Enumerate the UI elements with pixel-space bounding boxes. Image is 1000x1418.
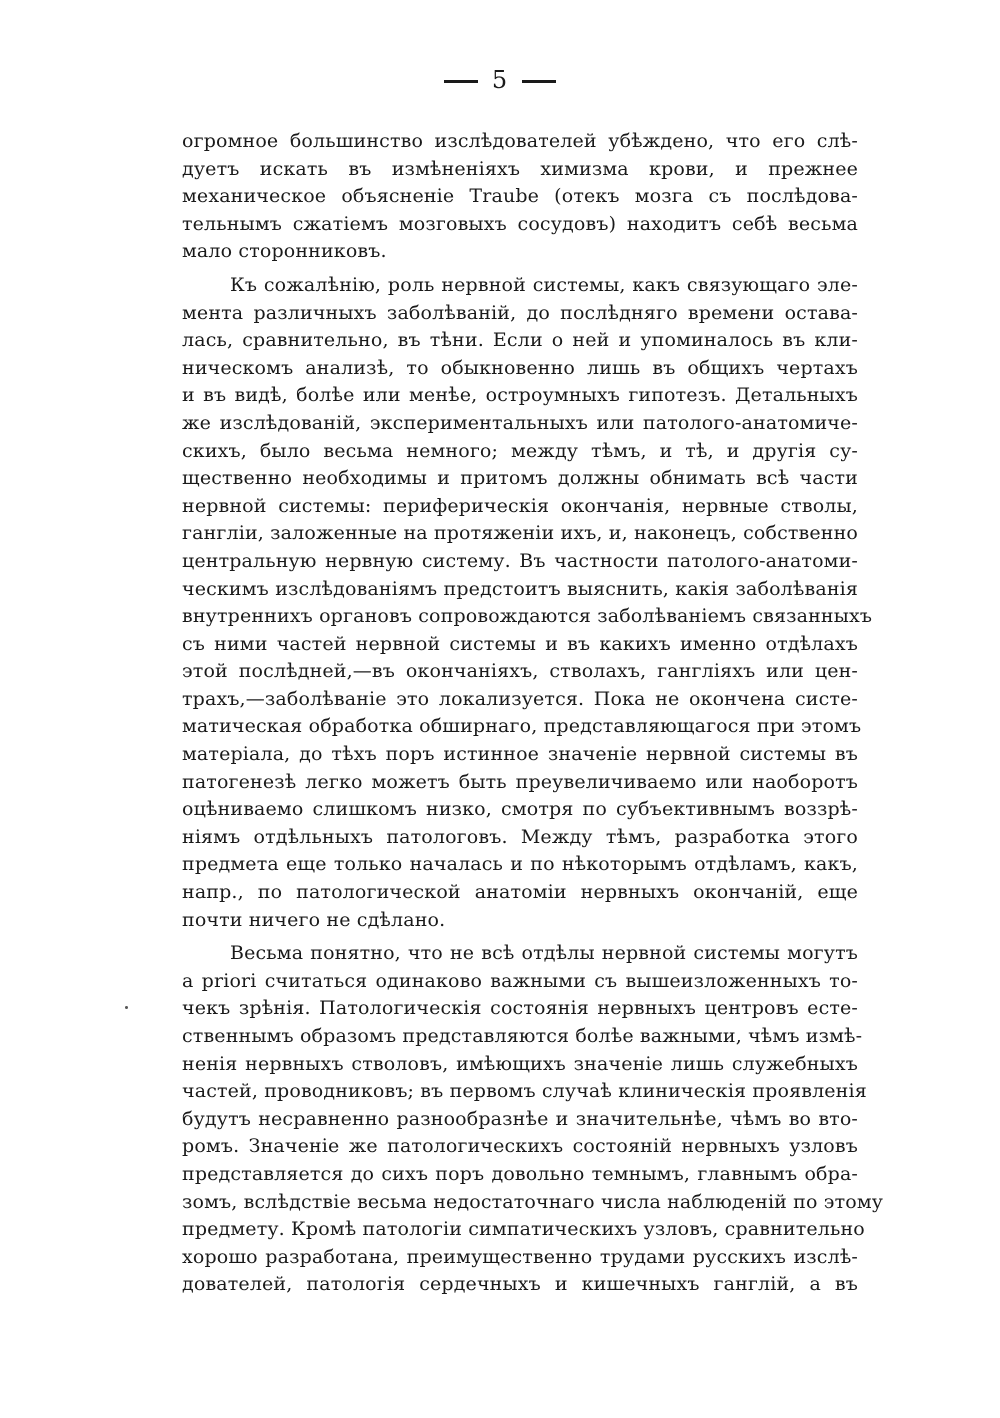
text-line: частей, проводниковъ; въ первомъ случаѣ клиническiя проявленiя	[182, 1080, 867, 1103]
text-line: ческимъ изслѣдованiямъ предстоитъ выяснить, какiя заболѣванiя	[182, 577, 858, 600]
text-line: оцѣниваемо слишкомъ низко, смотря по субъективнымъ воззрѣ-	[182, 798, 858, 821]
text-line: и въ видѣ, болѣе или менѣе, остроумныхъ гипотезъ. Детальныхъ	[182, 384, 858, 407]
right-dash	[522, 80, 556, 83]
text-line: хорошо разработана, преимущественно трудами русскихъ изслѣ-	[182, 1245, 858, 1268]
text-line: скихъ, было весьма немного; между тѣмъ, и тѣ, и другiя су-	[182, 439, 858, 462]
text-line: тельнымъ сжатiемъ мозговыхъ сосудовъ) находитъ себѣ весьма	[182, 212, 858, 235]
text-line: механическое объясненiе Traube (отекъ мозга съ послѣдова-	[182, 185, 858, 208]
scan-speck	[125, 1006, 128, 1009]
text-line: ромъ. Значенiе же патологическихъ состоянiй нервныхъ узловъ	[182, 1135, 858, 1158]
text-line: Къ сожалѣнiю, роль нервной системы, какъ связующаго эле-	[230, 273, 858, 296]
text-line: патогенезѣ легко можетъ быть преувеличиваемо или наоборотъ	[182, 770, 858, 793]
left-dash	[444, 80, 478, 83]
text-line: лась, сравнительно, въ тѣни. Если о ней и упоминалось въ кли-	[182, 329, 858, 352]
text-line: a priori считаться одинаково важными съ вышеизложенныхъ то-	[182, 969, 858, 992]
text-line: нервной системы: периферическiя окончанiя, нервные стволы,	[182, 494, 858, 517]
text-line: ненiя нервныхъ стволовъ, имѣющихъ значенiе лишь служебныхъ	[182, 1052, 858, 1075]
text-line: Весьма понятно, что не всѣ отдѣлы нервной системы могутъ	[230, 942, 858, 965]
text-line: будутъ несравненно разнообразнѣе и значительнѣе, чѣмъ во вто-	[182, 1107, 858, 1130]
text-line: мало сторонниковъ.	[182, 240, 387, 263]
text-line: чекъ зрѣнiя. Патологическiя состоянiя нервныхъ центровъ есте-	[182, 997, 858, 1020]
text-line: матерiала, до тѣхъ поръ истинное значенiе нервной системы въ	[182, 743, 858, 766]
body-text	[182, 128, 884, 1299]
text-line: мента различныхъ заболѣванiй, до послѣдняго времени остава-	[182, 301, 858, 324]
text-line: напр., по патологической анатомiи нервныхъ окончанiй, еще	[182, 881, 858, 904]
text-line: центральную нервную систему. Въ частности патолого-анатоми-	[182, 549, 858, 572]
text-line: зомъ, вслѣдствiе весьма недостаточнаго числа наблюденiй по этому	[182, 1190, 884, 1213]
text-line: ганглiи, заложенные на протяженiи ихъ, и, наконецъ, собственно	[182, 522, 858, 545]
text-line: нiямъ отдѣльныхъ патологовъ. Между тѣмъ, разработка этого	[182, 825, 858, 848]
text-line: щественно необходимы и притомъ должны обнимать всѣ части	[182, 467, 858, 490]
text-line: огромное большинство изслѣдователей убѣждено, что его слѣ-	[182, 130, 858, 152]
text-line: этой послѣдней,—въ окончанiяхъ, стволахъ, ганглiяхъ или цен-	[182, 660, 858, 683]
text-line: матическая обработка обширнаго, представляющагося при этомъ	[182, 715, 862, 738]
text-line: ственнымъ образомъ представляются болѣе важными, чѣмъ измѣ-	[182, 1025, 863, 1047]
text-line: дуетъ искать въ измѣненiяхъ химизма крови, и прежнее	[182, 157, 858, 180]
text-line: же изслѣдованiй, экспериментальныхъ или патолого-анатомиче-	[182, 411, 858, 434]
text-line: ническомъ анализѣ, то обыкновенно лишь въ общихъ чертахъ	[182, 356, 858, 379]
text-line: предмету. Кромѣ патологiи симпатическихъ узловъ, сравнительно	[182, 1218, 865, 1241]
text-line: представляется до сихъ поръ довольно темнымъ, главнымъ обра-	[182, 1162, 858, 1185]
text-line: съ ними частей нервной системы и въ какихъ именно отдѣлахъ	[182, 632, 858, 655]
text-line: внутреннихъ органовъ сопровождаются заболѣванiемъ связанныхъ	[182, 605, 873, 628]
text-line: дователей, патологiя сердечныхъ и кишечныхъ ганглiй, а въ	[182, 1273, 858, 1296]
text-line: трахъ,—заболѣванiе это локализуется. Пока не окончена систе-	[182, 687, 858, 710]
page-number: 5	[491, 66, 509, 94]
text-line: предмета еще только началась и по нѣкоторымъ отдѣламъ, какъ,	[182, 853, 858, 876]
page-number-header	[0, 66, 1000, 94]
text-line: почти ничего не сдѣлано.	[182, 908, 446, 931]
